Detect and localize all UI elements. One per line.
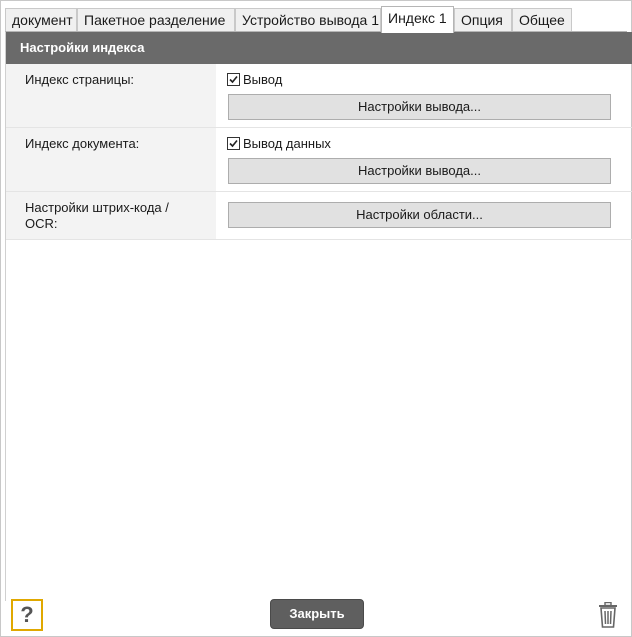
page-index-output-label: Вывод (243, 72, 283, 87)
document-index-output-settings-button[interactable]: Настройки вывода... (228, 158, 611, 184)
tab-strip (5, 6, 627, 32)
section-title: Настройки индекса (6, 32, 632, 64)
tab-general[interactable]: Общее (512, 8, 572, 32)
document-index-body (216, 128, 632, 191)
barcode-ocr-label: Настройки штрих-кода / OCR: (6, 192, 216, 239)
trash-icon[interactable] (597, 602, 619, 628)
tab-output-device-1[interactable]: Устройство вывода 1 (235, 8, 381, 32)
tab-batch-split[interactable]: Пакетное разделение (77, 8, 235, 32)
row-page-index (6, 64, 632, 128)
page-index-output-settings-button[interactable]: Настройки вывода... (228, 94, 611, 120)
index-settings-panel (5, 32, 631, 601)
document-index-label: Индекс документа: (6, 128, 216, 191)
page-index-output-checkbox[interactable] (227, 72, 282, 87)
tab-index-1[interactable]: Индекс 1 (381, 6, 454, 33)
tab-document[interactable]: документ (5, 8, 77, 32)
page-index-label: Индекс страницы: (6, 64, 216, 127)
tab-option[interactable]: Опция (454, 8, 512, 32)
help-icon[interactable]: ? (11, 599, 43, 631)
checkbox-checked-icon[interactable] (227, 137, 240, 150)
page-index-body (216, 64, 632, 127)
document-index-output-checkbox[interactable] (227, 136, 331, 151)
document-index-output-label: Вывод данных (243, 136, 331, 151)
barcode-area-settings-button[interactable]: Настройки области... (228, 202, 611, 228)
row-barcode-ocr (6, 192, 632, 240)
barcode-ocr-body (216, 192, 632, 239)
checkbox-checked-icon[interactable] (227, 73, 240, 86)
close-button[interactable]: Закрыть (270, 599, 364, 629)
row-document-index (6, 128, 632, 192)
